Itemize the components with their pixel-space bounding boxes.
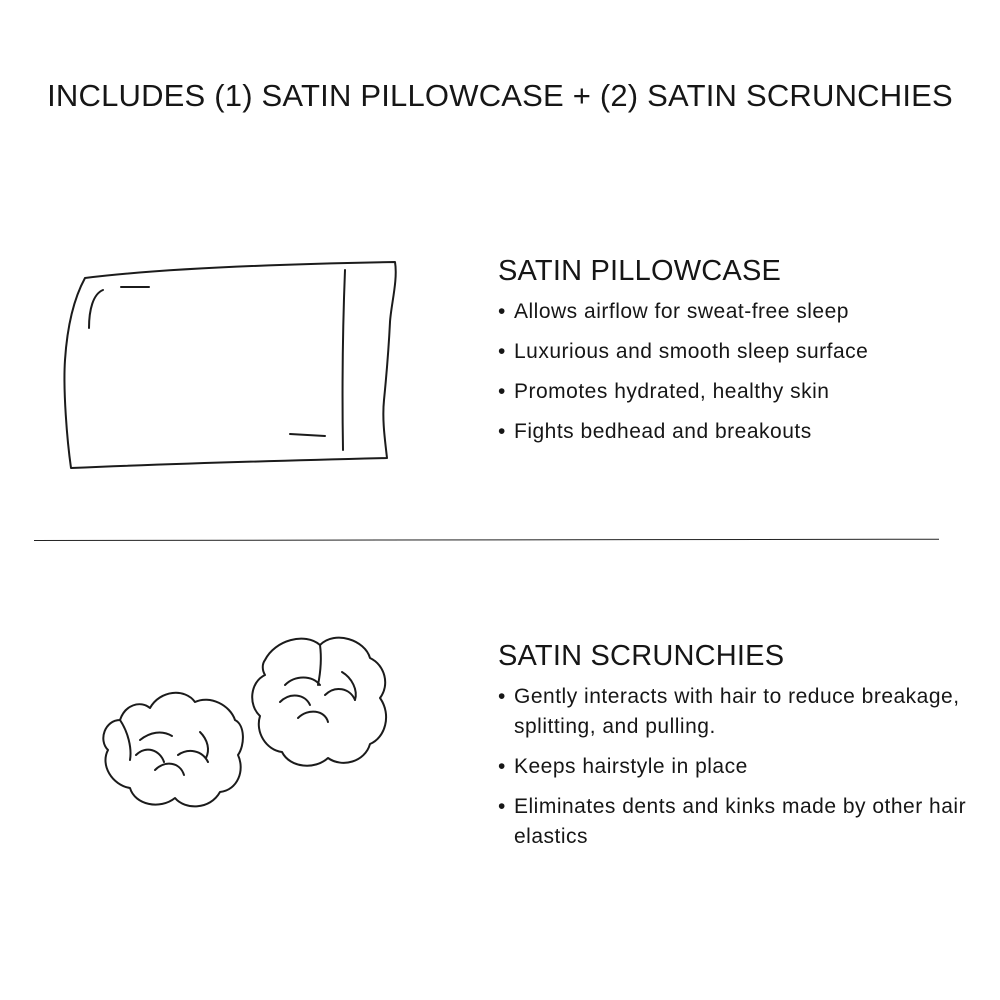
pillowcase-feature: • Fights bedhead and breakouts	[498, 417, 968, 447]
scrunchies-feature: • Eliminates dents and kinks made by other hair elastics	[498, 792, 968, 852]
pillowcase-feature-list	[498, 297, 968, 447]
scrunchies-section	[498, 637, 968, 862]
scrunchies-icon	[80, 620, 410, 860]
pillowcase-feature: • Promotes hydrated, healthy skin	[498, 377, 968, 407]
scrunchies-feature: • Gently interacts with hair to reduce breakage, splitting, and pulling.	[498, 682, 968, 742]
page-title: INCLUDES (1) SATIN PILLOWCASE + (2) SATIN SCRUNCHIES	[47, 78, 953, 113]
scrunchies-feature-list	[498, 682, 968, 852]
pillowcase-feature: • Luxurious and smooth sleep surface	[498, 337, 968, 367]
section-divider	[34, 539, 939, 541]
scrunchie-left	[103, 693, 243, 807]
pillowcase-feature: • Allows airflow for sweat-free sleep	[498, 297, 968, 327]
scrunchie-right	[252, 638, 386, 766]
scrunchies-illustration	[80, 620, 410, 860]
pillowcase-heading: SATIN PILLOWCASE	[498, 255, 782, 287]
pillowcase-icon	[55, 250, 415, 480]
scrunchies-feature: • Keeps hairstyle in place	[498, 752, 968, 782]
pillowcase-section	[498, 252, 968, 457]
scrunchies-heading: SATIN SCRUNCHIES	[498, 640, 785, 672]
pillowcase-illustration	[55, 250, 415, 480]
